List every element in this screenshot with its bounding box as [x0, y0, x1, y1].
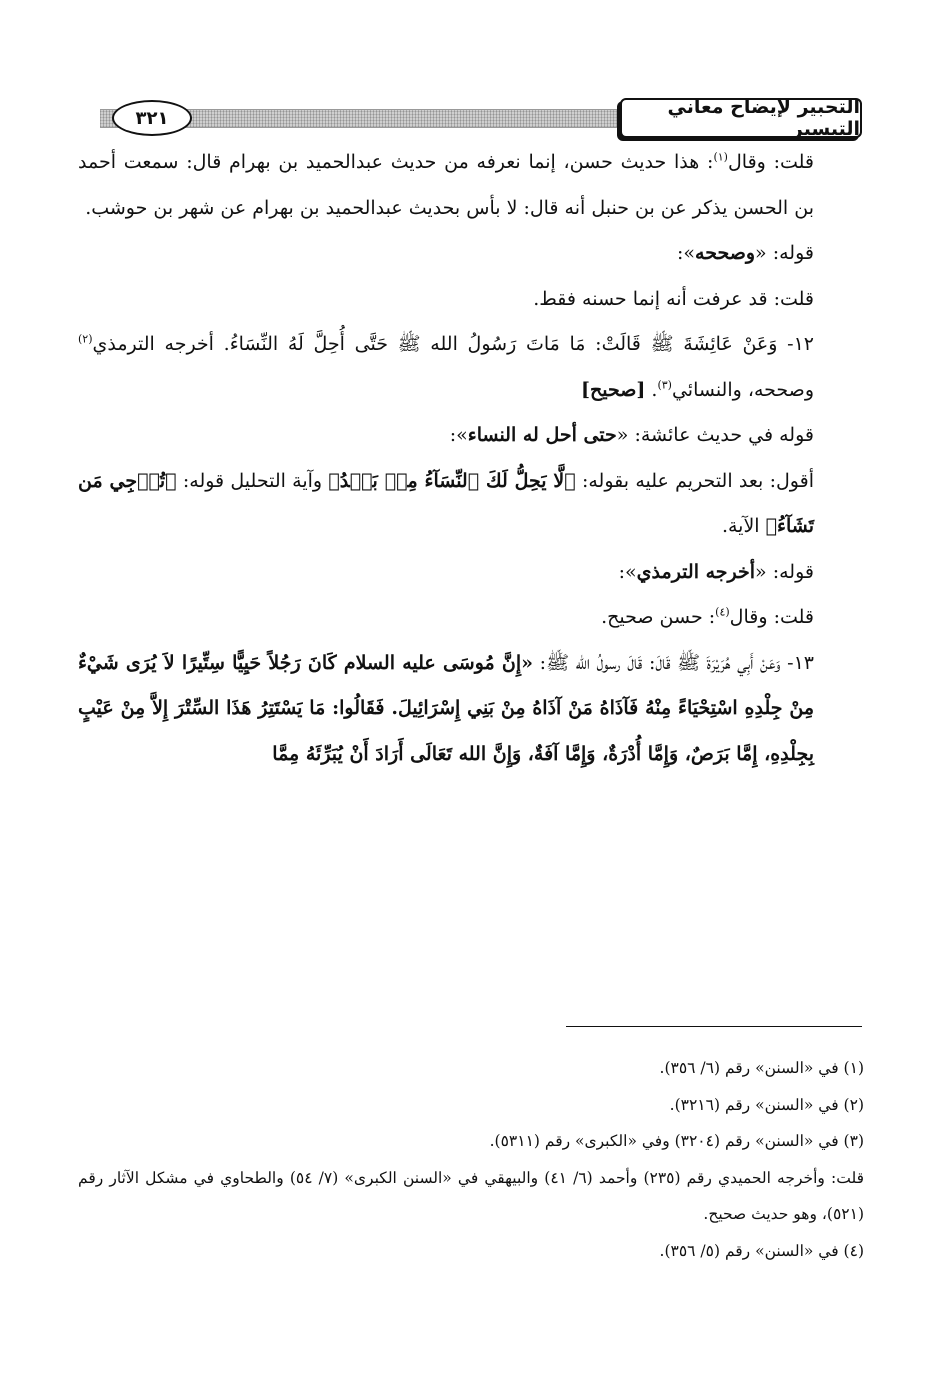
- text-span: قوله: «: [755, 242, 814, 264]
- footnote-1: (١) في «السنن» رقم (٦/ ٣٥٦).: [659, 1059, 864, 1077]
- book-title: التحبير لإيضاح معاني التيسير: [620, 98, 862, 138]
- quran-verse: ﴿تُرۡجِي مَن تَشَآءُ﴾: [78, 469, 814, 537]
- paragraph-7: [78, 550, 864, 596]
- text-span: قوله في حديث عائشة: «: [616, 424, 814, 446]
- running-header: [100, 98, 862, 138]
- text-span: أقول: بعد التحريم عليه بقوله:: [575, 469, 814, 492]
- quoted-term: أخرجه الترمذي: [636, 560, 756, 583]
- text-span: »:: [676, 242, 696, 264]
- footnotes: [78, 1050, 864, 1269]
- page-number: ٣٢١: [112, 100, 192, 136]
- paragraph-8: [78, 595, 864, 641]
- text-span: قلت: وقال: [729, 606, 814, 628]
- text-span: »:: [449, 424, 468, 446]
- text-span: الآية.: [721, 515, 766, 537]
- hadith-12: [78, 322, 864, 413]
- hadith-grade: [صحيح]: [580, 378, 646, 401]
- paragraph-6: [78, 459, 864, 550]
- footnote-2: (٢) في «السنن» رقم (٣٢١٦).: [669, 1095, 864, 1114]
- quoted-term: وصححه: [695, 242, 756, 264]
- footnote-ref-2: (٢): [78, 332, 93, 346]
- paragraph-2: [78, 231, 864, 277]
- footnote-ref-3: (٣): [657, 378, 672, 392]
- quran-verse: ﴿لَّا يَحِلُّ لَكَ ٱلنِّسَآءُ مِنۢ بَعۡدُ﴾: [328, 469, 576, 492]
- footnote-ref-1: (١): [713, 150, 728, 164]
- paragraph-3: قلت: قد عرفت أنه إنما حسنه فقط.: [533, 287, 814, 310]
- text-span: »:: [618, 560, 637, 583]
- paragraph-5: [78, 413, 864, 459]
- footnote-4: (٤) في «السنن» رقم (٥/ ٣٥٦).: [659, 1241, 864, 1260]
- text-span: ١٣- وَعَنْ أَبِي هُرَيْرَةَ ﷺ قَالَ: قَالَ رسولُ الله ﷺ:: [533, 651, 814, 674]
- hadith-13: [78, 641, 864, 778]
- text-span: .: [645, 378, 658, 401]
- quoted-term: حتى أحل له النساء: [467, 424, 617, 446]
- text-span: وصححه، والنسائي: [671, 378, 814, 401]
- footnote-3: (٣) في «السنن» رقم (٣٢٠٤) وفي «الكبرى» رقم (٥٣١١).: [489, 1132, 864, 1150]
- footnote-3-note: قلت: وأخرجه الحميدي رقم (٢٣٥) وأحمد (٦/ ٤١) والبيهقي في «السنن الكبرى» (٧/ ٥٤) والطحاوي في مشكل الآثار رقم (٥٢١)، وهو حديث صحيح.: [78, 1168, 864, 1223]
- text-span: قوله: «: [755, 560, 814, 583]
- text-span: وآية التحليل قوله:: [176, 469, 329, 492]
- footnote-divider: [566, 1026, 862, 1027]
- text-span: : هذا حديث حسن، إنما نعرفه من حديث عبدالحميد بن بهرام قال: سمعت أحمد بن الحسن يذكر عن بن حنبل أنه قال: لا بأس بحديث عبدالحميد بن بهرام عن شهر بن حوشب.: [78, 151, 814, 219]
- main-text: [78, 140, 864, 777]
- paragraph-1: [78, 140, 864, 231]
- text-span: قلت: وقال: [727, 151, 815, 173]
- hadith-text: «إِنَّ مُوسَى عليه السلام كَانَ رَجُلاً حَيِيًّا سِتِّيرًا لاَ يُرَى شَيْءٌ مِنْ جِلْدِهِ اسْتِحْيَاءً مِنْهُ فَآذَاهُ مَنْ آذَاهُ مِنْ بَنِي إِسْرَائِيلَ. فَقَالُوا: مَا يَسْتَتِرُ هَذَا السِّتْرَ إِلاَّ مِنْ عَيْبٍ بِجِلْدِهِ، إِمَّا بَرَصٌ، وَإِمَّا أُدْرَةٌ، وَإِمَّا آفَةٌ، وَإِنَّ الله تَعَالَى أَرَادَ أَنْ يُبَرِّئَهُ مِمَّا: [78, 651, 814, 765]
- text-span: ١٢- وَعَنْ عَائِشَةَ ﷺ قَالَتْ: مَا مَاتَ رَسُولُ الله ﷺ حَتَّى أُحِلَّ لَهُ النِّسَاءُ. أخرجه الترمذي: [92, 333, 814, 355]
- footnote-ref-4: (٤): [715, 605, 730, 619]
- text-span: : حسن صحيح.: [601, 606, 716, 628]
